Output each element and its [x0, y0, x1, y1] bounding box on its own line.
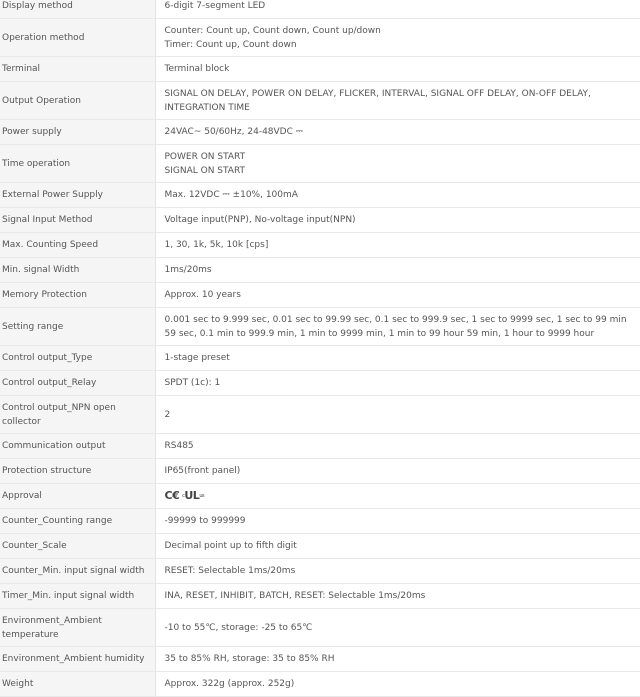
spec-label: Operation method: [0, 19, 155, 57]
spec-value: [155, 19, 640, 57]
spec-value: [155, 183, 640, 208]
ce-mark-icon: C€: [164, 488, 180, 502]
spec-value: [155, 609, 640, 647]
spec-value-line: POWER ON START: [164, 151, 246, 162]
spec-row-counter-counting-range: [0, 509, 640, 534]
spec-row-protection-structure: [0, 459, 640, 484]
spec-value: [155, 559, 640, 584]
spec-row-memory-protection: [0, 283, 640, 308]
spec-row-approval: [0, 484, 640, 509]
spec-value-line: Counter: Count up, Count down, Count up/down: [164, 25, 381, 36]
spec-label: External Power Supply: [0, 183, 155, 208]
spec-row-communication-output: [0, 434, 640, 459]
spec-label: Control output_Relay: [0, 371, 155, 396]
spec-value: [155, 459, 640, 484]
spec-value: [155, 82, 640, 120]
spec-value-line: 24VAC~ 50/60Hz, 24-48VDC ⎓: [164, 127, 303, 137]
spec-label: Control output_Type: [0, 346, 155, 371]
spec-row-timer-min-input-width: [0, 584, 640, 609]
spec-label: Weight: [0, 672, 155, 697]
spec-label: Counter_Scale: [0, 534, 155, 559]
spec-value-line: Terminal block: [164, 64, 230, 74]
spec-label: Environment_Ambient humidity: [0, 647, 155, 672]
spec-value: [155, 57, 640, 82]
spec-row-display-method: [0, 0, 640, 19]
spec-value-line: INA, RESET, INHIBIT, BATCH, RESET: Selectable 1ms/20ms: [164, 591, 426, 601]
spec-value-line: 1-stage preset: [164, 353, 230, 363]
spec-row-counter-min-input-width: [0, 559, 640, 584]
spec-label: Communication output: [0, 434, 155, 459]
spec-value-line: IP65(front panel): [164, 466, 241, 476]
spec-value: [155, 534, 640, 559]
spec-label: Protection structure: [0, 459, 155, 484]
spec-value: [155, 647, 640, 672]
spec-value-line: Approx. 10 years: [164, 290, 241, 300]
spec-value-line: -99999 to 999999: [164, 516, 246, 526]
spec-label: Power supply: [0, 120, 155, 145]
spec-row-control-output-relay: [0, 371, 640, 396]
spec-value-line: Decimal point up to fifth digit: [164, 541, 297, 551]
spec-value: [155, 233, 640, 258]
spec-label: Approval: [0, 484, 155, 509]
spec-row-time-operation: [0, 145, 640, 183]
spec-row-counter-scale: [0, 534, 640, 559]
spec-value-line: 1ms/20ms: [164, 265, 212, 275]
spec-label: Max. Counting Speed: [0, 233, 155, 258]
spec-label: Timer_Min. input signal width: [0, 584, 155, 609]
spec-value: [155, 0, 640, 19]
spec-row-output-operation: [0, 82, 640, 120]
spec-label: Display method: [0, 0, 155, 19]
spec-label: Terminal: [0, 57, 155, 82]
spec-row-control-output-npn: [0, 396, 640, 434]
spec-value-line: RS485: [164, 441, 194, 451]
spec-label: Signal Input Method: [0, 208, 155, 233]
spec-value-line: 1, 30, 1k, 5k, 10k [cps]: [164, 240, 269, 250]
spec-value: [155, 584, 640, 609]
spec-row-external-power-supply: [0, 183, 640, 208]
spec-value: [155, 396, 640, 434]
spec-value: [155, 258, 640, 283]
spec-value: [155, 283, 640, 308]
spec-value: [155, 145, 640, 183]
spec-value-line: SIGNAL ON START: [164, 165, 246, 176]
spec-row-signal-input-method: [0, 208, 640, 233]
spec-value: [155, 208, 640, 233]
spec-label: Memory Protection: [0, 283, 155, 308]
spec-row-max-counting-speed: [0, 233, 640, 258]
spec-value-line: 2: [164, 409, 171, 420]
spec-row-control-output-type: [0, 346, 640, 371]
spec-value: [155, 120, 640, 145]
spec-value-line: Timer: Count up, Count down: [164, 39, 297, 50]
spec-value-line: 0.001 sec to 9.999 sec, 0.01 sec to 99.99 sec, 0.1 sec to 999.9 sec, 1 sec to 9999 sec, 1 sec to 99 min 59 sec, 0.1 min to 999.9 min, 1 min to 9999 min, 1 min to 99 hour 59 min, 1 hour to 9999 hour: [164, 314, 627, 339]
spec-value-line: 6-digit 7-segment LED: [164, 1, 266, 11]
spec-value-line: SPDT (1c): 1: [164, 378, 221, 388]
spec-value: [155, 509, 640, 534]
spec-value: [155, 308, 640, 346]
spec-value: [155, 484, 640, 509]
spec-label: Time operation: [0, 145, 155, 183]
spec-label: Control output_NPN open collector: [0, 396, 155, 434]
spec-row-ambient-humidity: [0, 647, 640, 672]
spec-label: Counter_Min. input signal width: [0, 559, 155, 584]
spec-value-line: Voltage input(PNP), No-voltage input(NPN): [164, 215, 356, 225]
spec-row-weight: [0, 672, 640, 697]
spec-value: [155, 371, 640, 396]
spec-row-ambient-temperature: [0, 609, 640, 647]
spec-row-operation-method: [0, 19, 640, 57]
spec-row-terminal: [0, 57, 640, 82]
spec-value-line: Max. 12VDC ⎓ ±10%, 100mA: [164, 190, 298, 200]
spec-value-line: -10 to 55℃, storage: -25 to 65℃: [164, 622, 313, 633]
spec-value: [155, 346, 640, 371]
spec-value: [155, 434, 640, 459]
spec-label: Output Operation: [0, 82, 155, 120]
spec-label: Environment_Ambient temperature: [0, 609, 155, 647]
spec-value: [155, 672, 640, 697]
ul-mark-icon: $^cUL^{us}$: [182, 488, 205, 502]
spec-label: Setting range: [0, 308, 155, 346]
spec-label: Min. signal Width: [0, 258, 155, 283]
spec-value-line: Approx. 322g (approx. 252g): [164, 679, 295, 689]
spec-row-setting-range: [0, 308, 640, 346]
spec-value-line: 35 to 85% RH, storage: 35 to 85% RH: [164, 654, 335, 664]
spec-value-line: RESET: Selectable 1ms/20ms: [164, 566, 296, 576]
spec-row-min-signal-width: [0, 258, 640, 283]
spec-row-power-supply: [0, 120, 640, 145]
spec-value-line: SIGNAL ON DELAY, POWER ON DELAY, FLICKER, INTERVAL, SIGNAL OFF DELAY, ON-OFF DELAY, INTEGRATION TIME: [164, 88, 591, 113]
spec-label: Counter_Counting range: [0, 509, 155, 534]
